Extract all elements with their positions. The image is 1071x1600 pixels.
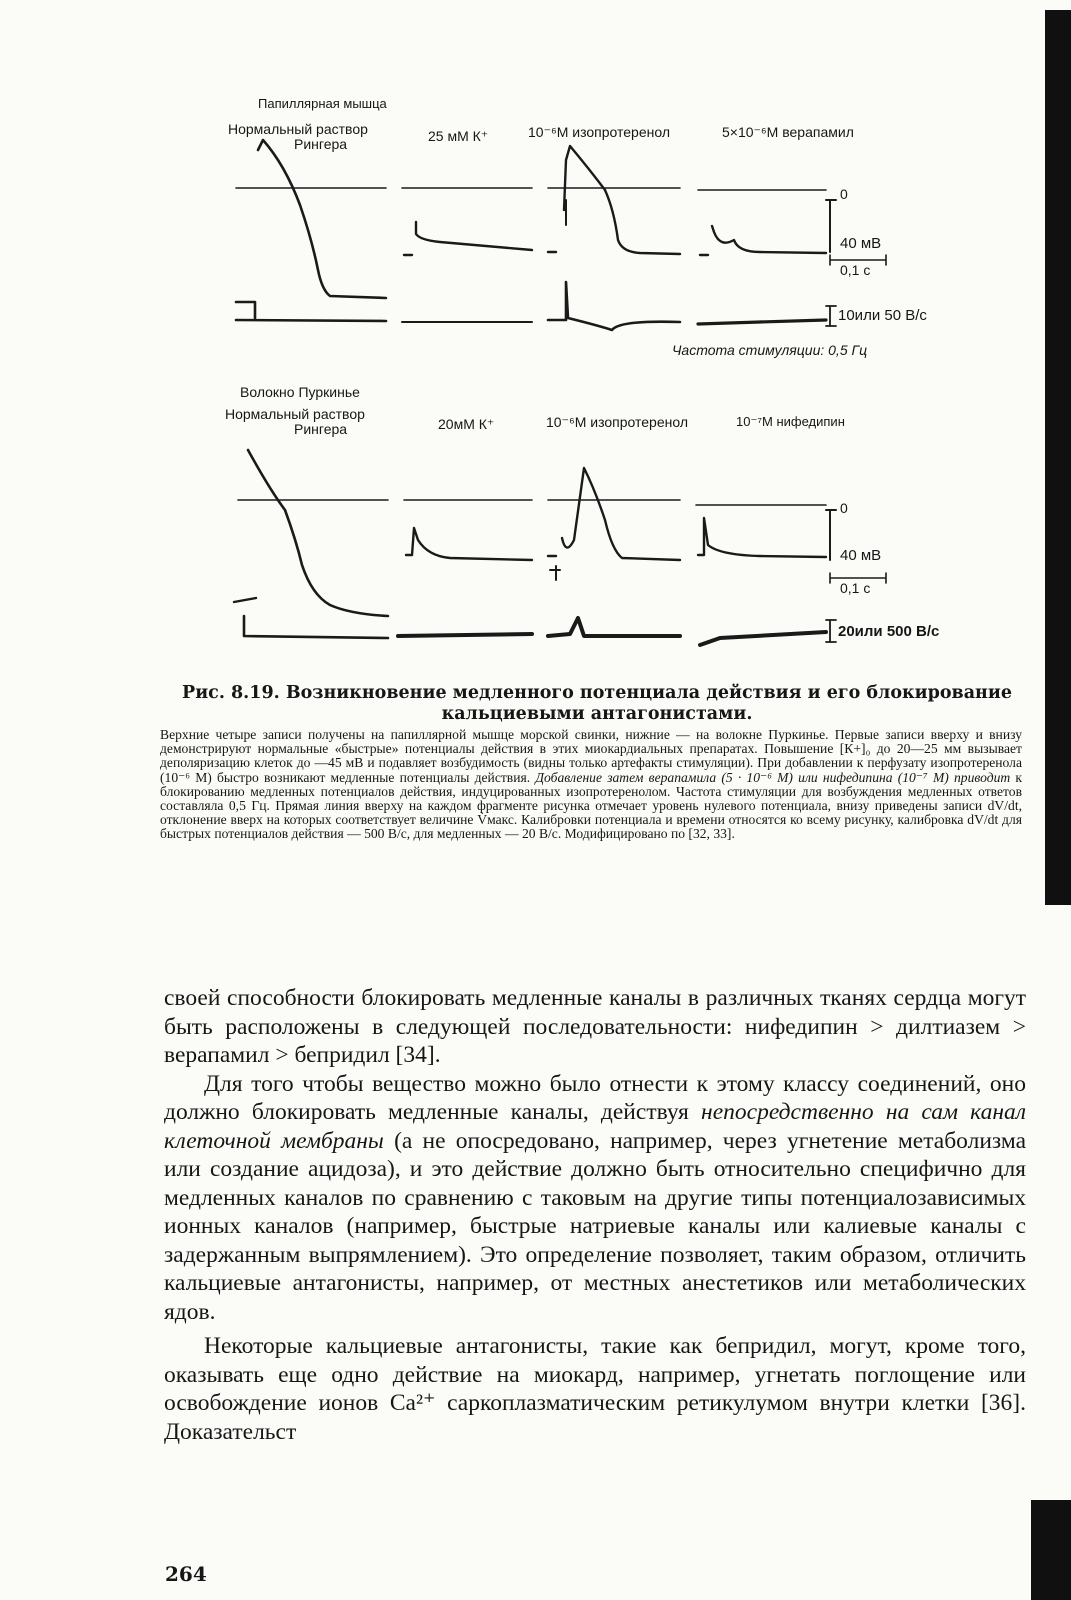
mv-calibration-bar (826, 200, 836, 252)
top-cond2: 25 мМ К⁺ (428, 128, 489, 144)
action-potential-trace (406, 528, 532, 560)
figure-caption-title: Рис. 8.19. Возникновение медленного потенциала действия и его блокирование кальциевыми антагонистами. (182, 683, 1012, 724)
dvdt-trace (236, 320, 386, 321)
paragraph-text: Для того чтобы вещество можно было отнести к этому классу соединений, оно должно блокировать медленные каналы, действуя (164, 1070, 1026, 1125)
dvdt-trace (700, 632, 826, 645)
paragraph-italic-text: непосредственно на сам канал клеточной мембраны (164, 1099, 1026, 1154)
scan-edge-shadow (1031, 1500, 1071, 1600)
top-panel-tissue-label: Папиллярная мышца (258, 96, 387, 111)
top-dvdt-label: 10или 50 В/с (838, 307, 927, 324)
dvdt-trace (234, 598, 256, 602)
bottom-cond3: 10⁻⁶М изопротеренол (546, 414, 688, 430)
bottom-zero-label: 0 (840, 500, 848, 516)
bottom-time-label: 0,1 с (840, 580, 871, 596)
dvdt-trace (244, 616, 388, 638)
figure-traces (0, 0, 1071, 680)
stimulation-frequency-label: Частота стимуляции: 0,5 Гц (672, 342, 868, 358)
action-potential-trace (548, 468, 680, 560)
paragraph (164, 1070, 1026, 1327)
top-cond1-line1: Нормальный раствор (228, 121, 368, 137)
top-cond4: 5×10⁻⁶М верапамил (722, 124, 854, 140)
paragraph-text: (а не опосредовано, например, через угнетение метаболизма или создание ацидоза), и это действие должно быть относительно специфично для медленных каналов по сравнению с таковым на другие типы потенциалозависимых ионных каналов (например, быстрые натриевые каналы или калиевые каналы с задержанным выпрямлением). Это определение позволяет, таким образом, отличить кальциевые антагонисты, например, от местных анестетиков или метаболических ядов. (164, 1127, 1026, 1325)
action-potential-trace (258, 140, 386, 298)
action-potential-trace (404, 222, 532, 255)
dvdt-trace (548, 618, 680, 636)
action-potential-trace (548, 146, 680, 254)
bottom-cond1-line1: Нормальный раствор (225, 406, 365, 422)
dvdt-trace (398, 634, 532, 636)
bottom-cond1-line2: Рингера (294, 421, 348, 437)
dvdt-trace (698, 320, 826, 324)
bottom-cond2: 20мМ К⁺ (438, 416, 495, 432)
mv-calibration-bar (826, 510, 836, 560)
action-potential-trace (700, 226, 826, 255)
top-time-label: 0,1 с (840, 262, 871, 278)
paragraph: Некоторые кальциевые антагонисты, такие как бепридил, могут, кроме того, оказывать еще одно действие на миокард, например, угнетать поглощение или освобождение ионов Са²⁺ саркоплазматическим ретикулумом внутри клетки [36]. Доказательст (164, 1333, 1026, 1445)
dvdt-calibration-bar (826, 306, 836, 326)
caption-text: Верхние четыре записи получены на папиллярной мышце морской свинки, нижние — на волокне Пуркинье. Первые записи вверху и внизу демонстрируют нормальные «быстрые» потенциалы действия в этих миокардиальных препаратах. Повышение [К+]₀ до 20—25 мм вызывает деполяризацию клеток до —45 мВ и подавляет возбудимость (видны только артефакты стимуляции). При добавлении к перфузату изопротеренола (10⁻⁶ М) быстро возникают медленные потенциалы действия. (160, 727, 1022, 785)
caption-text: к блокированию медленных потенциалов действия, индуцированных изопротеренолом. Частота стимуляции для возбуждения медленных ответов составляла 0,5 Гц. Прямая линия вверху на каждом фрагменте рисунка отмечает уровень нулевого потенциала, внизу приведены записи dV/dt, отклонение вверх на которых соответствует величине V̇макс. Калибровки потенциала и времени относятся ко всему рисунку, калибровка dV/dt для быстрых потенциалов действия — 500 В/с, для медленных — 20 В/с. Модифицировано по [32, 33]. (160, 769, 1022, 842)
stimulus-artifact (550, 566, 560, 580)
paragraph: своей способности блокировать медленные каналы в различных тканях сердца могут быть расположены в следующей последовательности: нифедипин > дилтиазем > верапамил > бепридил [34]. (164, 985, 1026, 1068)
top-cond3: 10⁻⁶М изопротеренол (528, 124, 670, 140)
body-text (164, 984, 1026, 1446)
bottom-cond4: 10⁻⁷М нифедипин (736, 414, 845, 429)
scan-edge-shadow (1045, 10, 1071, 905)
action-potential-trace (698, 518, 826, 557)
caption-italic-text: Добавление затем верапамила (5 · 10⁻⁶ М) или нифедипина (10⁻⁷ М) приводит (530, 769, 1011, 785)
bottom-mv-label: 40 мВ (840, 547, 882, 564)
figure-8-19 (0, 0, 1071, 680)
bottom-dvdt-label: 20или 500 В/с (838, 623, 940, 640)
top-mv-label: 40 мВ (840, 235, 882, 252)
top-cond1-line2: Рингера (294, 136, 348, 152)
action-potential-trace (248, 450, 388, 616)
page-number: 264 (165, 1562, 207, 1586)
bottom-panel-tissue-label: Волокно Пуркинье (240, 384, 360, 400)
top-zero-label: 0 (840, 186, 848, 202)
figure-caption-body (160, 728, 1022, 842)
dvdt-trace (548, 282, 680, 330)
dvdt-trace (236, 302, 255, 318)
